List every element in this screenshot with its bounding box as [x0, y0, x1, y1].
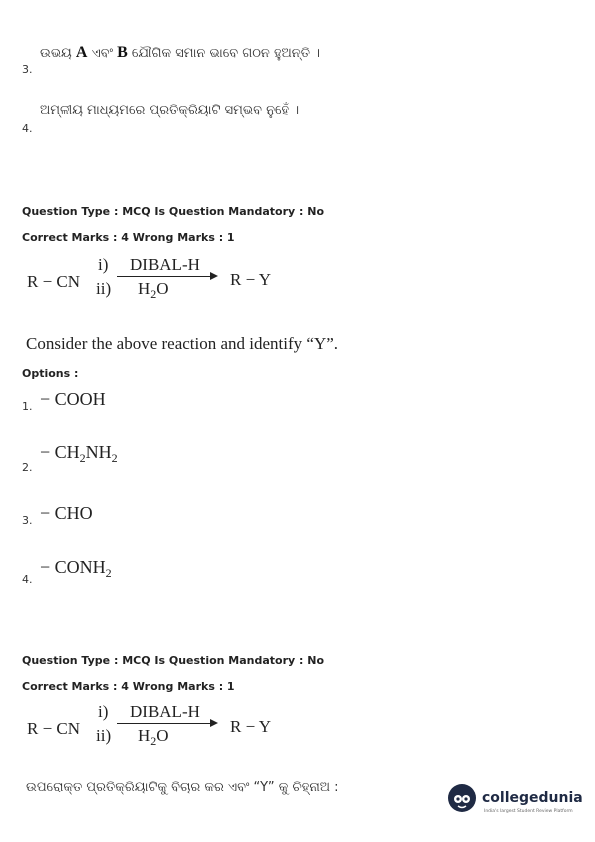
arrow-head-icon [210, 272, 218, 280]
option-4-text: − $CONH_2$ [40, 557, 112, 580]
question-meta-marks: Correct Marks : 4 Wrong Marks : 1 [22, 680, 235, 693]
reagent-step-number: i) [98, 702, 109, 721]
reaction-scheme [0, 697, 320, 752]
logo-tagline: India's largest Student Review Platform [484, 809, 573, 814]
reagent-step-number: ii) [96, 279, 112, 298]
arrow-head-icon [210, 719, 218, 727]
reagent-step-number: i) [98, 255, 109, 274]
product: R − Y [230, 270, 272, 289]
question-meta-type: Question Type : MCQ Is Question Mandatory : No [22, 654, 325, 667]
logo-name: collegedunia [482, 790, 583, 806]
collegedunia-logo [448, 780, 588, 820]
mascot-icon [448, 784, 476, 812]
reagent-step2: $H_2O$ [138, 279, 169, 301]
reactant: R − CN [27, 272, 81, 291]
option-3-text: − CHO [40, 503, 93, 523]
option-2-text: − $CH_2NH_2$ [40, 442, 118, 465]
question-meta-marks: Correct Marks : 4 Wrong Marks : 1 [22, 231, 235, 244]
reagent-step2: $H_2O$ [138, 726, 169, 748]
reagent-step-number: ii) [96, 726, 112, 745]
reagent-step1: DIBAL-H [130, 702, 200, 721]
option-number: 2. [22, 461, 33, 474]
option-number: 1. [22, 400, 33, 413]
question-stem: Consider the above reaction and identify “Y”. [26, 334, 339, 353]
reaction-arrow [117, 276, 212, 277]
option-number: 4. [22, 122, 33, 135]
option-number: 4. [22, 573, 33, 586]
question-meta-type: Question Type : MCQ Is Question Mandatory : No [22, 205, 325, 218]
option-number: 3. [22, 514, 33, 527]
reagent-step1: DIBAL-H [130, 255, 200, 274]
option-text-odia: ଉଭୟ A ଏବଂ B ଯୌଗିକ ସମାନ ଭାବେ ଗଠନ ହୁଅନ୍ତି । [40, 44, 321, 61]
question-stem-odia: ଉପରୋକ୍ତ ପ୍ରତିକ୍ରିୟାଟିକୁ ବିଚାର କର ଏବଂ “Y” କୁ ଚିହ୍ନାଅ : [26, 780, 339, 795]
product: R − Y [230, 717, 272, 736]
option-number: 3. [22, 63, 33, 76]
reactant: R − CN [27, 719, 81, 738]
option-1-text: − COOH [40, 389, 106, 409]
reaction-arrow [117, 723, 212, 724]
reaction-scheme [0, 250, 320, 305]
options-label: Options : [22, 367, 79, 380]
option-text-odia: ଅମ୍ଳୀୟ ମାଧ୍ୟମରେ ପ୍ରତିକ୍ରିୟାଟି ସମ୍ଭବ ନୁହେଁ । [40, 103, 300, 118]
